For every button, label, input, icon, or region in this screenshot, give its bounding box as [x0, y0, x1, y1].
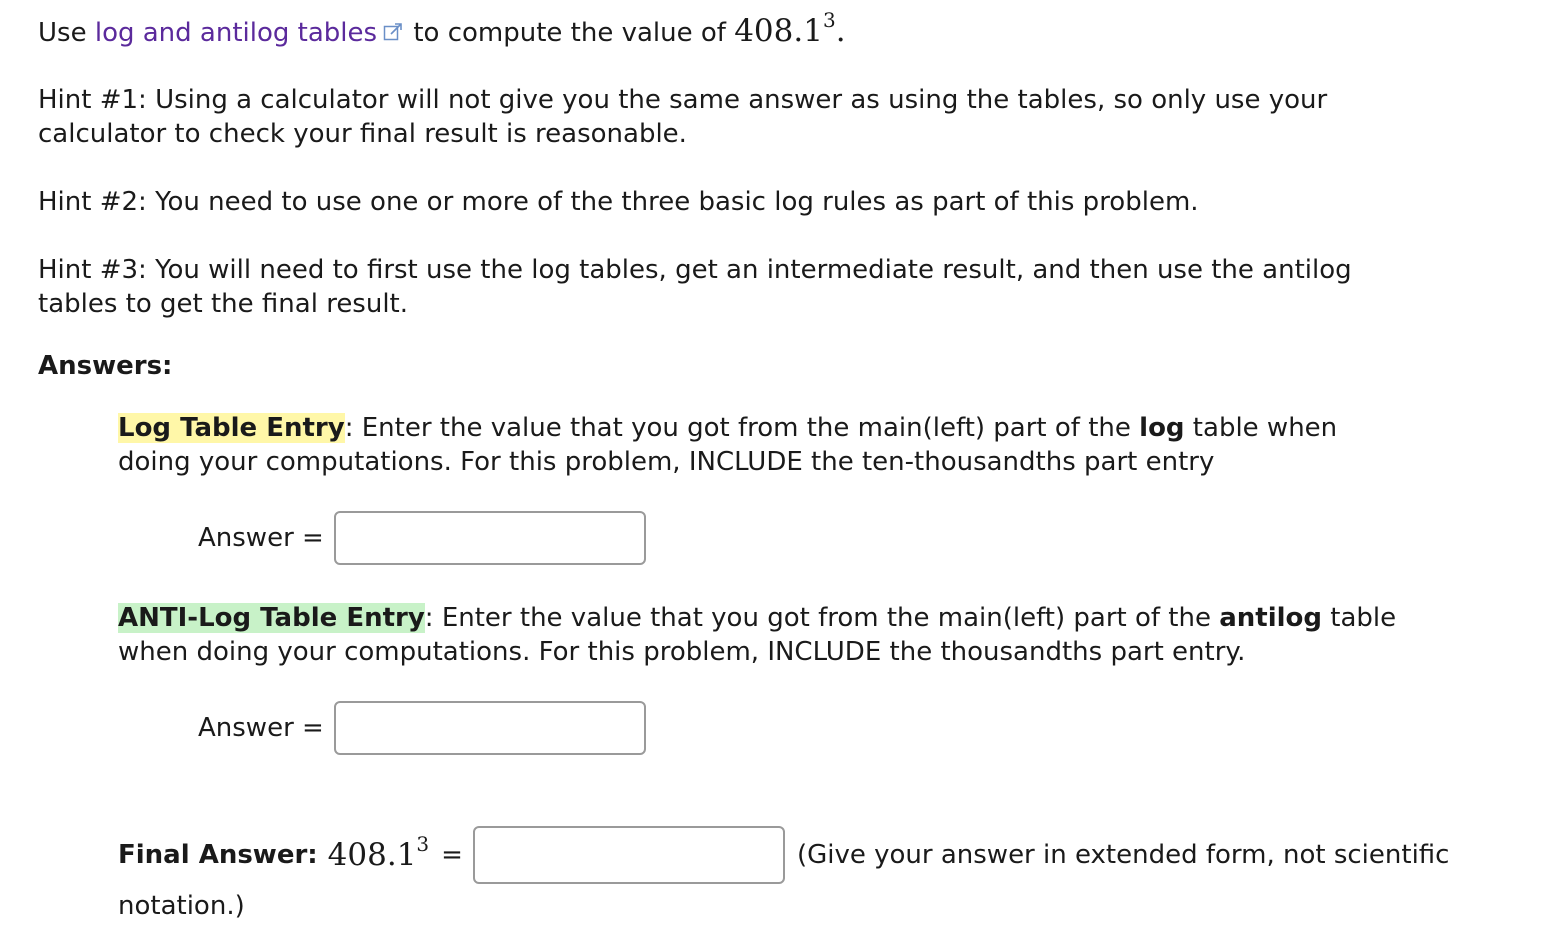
question-prefix: Use: [38, 18, 87, 48]
antilog-entry-text-before: Enter the value that you got from the main(left) part of the: [433, 603, 1220, 633]
antilog-answer-input[interactable]: [334, 701, 646, 755]
question-expression: [734, 8, 846, 49]
log-answer-label: Answer =: [198, 523, 324, 553]
log-antilog-tables-link[interactable]: log and antilog tables: [94, 18, 378, 48]
antilog-entry-instructions: [118, 601, 1418, 669]
log-entry-bold-word: log: [1139, 413, 1185, 443]
final-expression: [327, 832, 430, 873]
log-answer-input[interactable]: [334, 511, 646, 565]
antilog-entry-text-after: table when doing your computations. For this problem, INCLUDE the thousandths part entry.: [118, 603, 1397, 667]
final-note-line1: (Give your answer in extended form, not scientific: [796, 840, 1450, 870]
antilog-entry-colon: :: [424, 603, 434, 633]
log-entry-text-after: table when doing your computations. For this problem, INCLUDE the ten-thousandths part entry: [118, 413, 1338, 477]
antilog-answer-label: Answer =: [198, 713, 324, 743]
hint-1: Hint #1: Using a calculator will not give you the same answer as using the tables, so only use your calculator to check your final result is reasonable.: [38, 85, 1328, 149]
log-entry-colon: :: [344, 413, 354, 443]
question-middle: to compute the value of: [413, 18, 726, 48]
log-entry-text-before: Enter the value that you got from the main(left) part of the: [353, 413, 1140, 443]
question-base: 408.1: [734, 13, 823, 49]
final-note-line2: notation.): [118, 891, 245, 921]
final-answer-label: Final Answer:: [118, 840, 318, 870]
question-end: .: [835, 13, 846, 49]
final-answer-input[interactable]: [473, 826, 785, 884]
log-answer-row: [198, 511, 646, 565]
antilog-answer-row: [198, 701, 646, 755]
hint-2: Hint #2: You need to use one or more of the three basic log rules as part of this problem.: [38, 187, 1199, 217]
final-base: 408.1: [327, 837, 417, 873]
answers-heading: Answers:: [38, 351, 173, 381]
log-entry-label: Log Table Entry: [118, 413, 345, 443]
final-answer-row: [118, 826, 1449, 884]
antilog-entry-label: ANTI-Log Table Entry: [118, 603, 425, 633]
question-exponent: 3: [822, 8, 836, 32]
question-line: [38, 8, 846, 50]
final-equals: =: [441, 840, 463, 870]
hint-3: Hint #3: You will need to first use the log tables, get an intermediate result, and then use the antilog tables to get the final result.: [38, 255, 1352, 319]
final-exponent: 3: [416, 832, 430, 856]
log-entry-instructions: [118, 411, 1418, 479]
external-link-icon[interactable]: [383, 17, 403, 37]
antilog-entry-bold-word: antilog: [1219, 603, 1323, 633]
